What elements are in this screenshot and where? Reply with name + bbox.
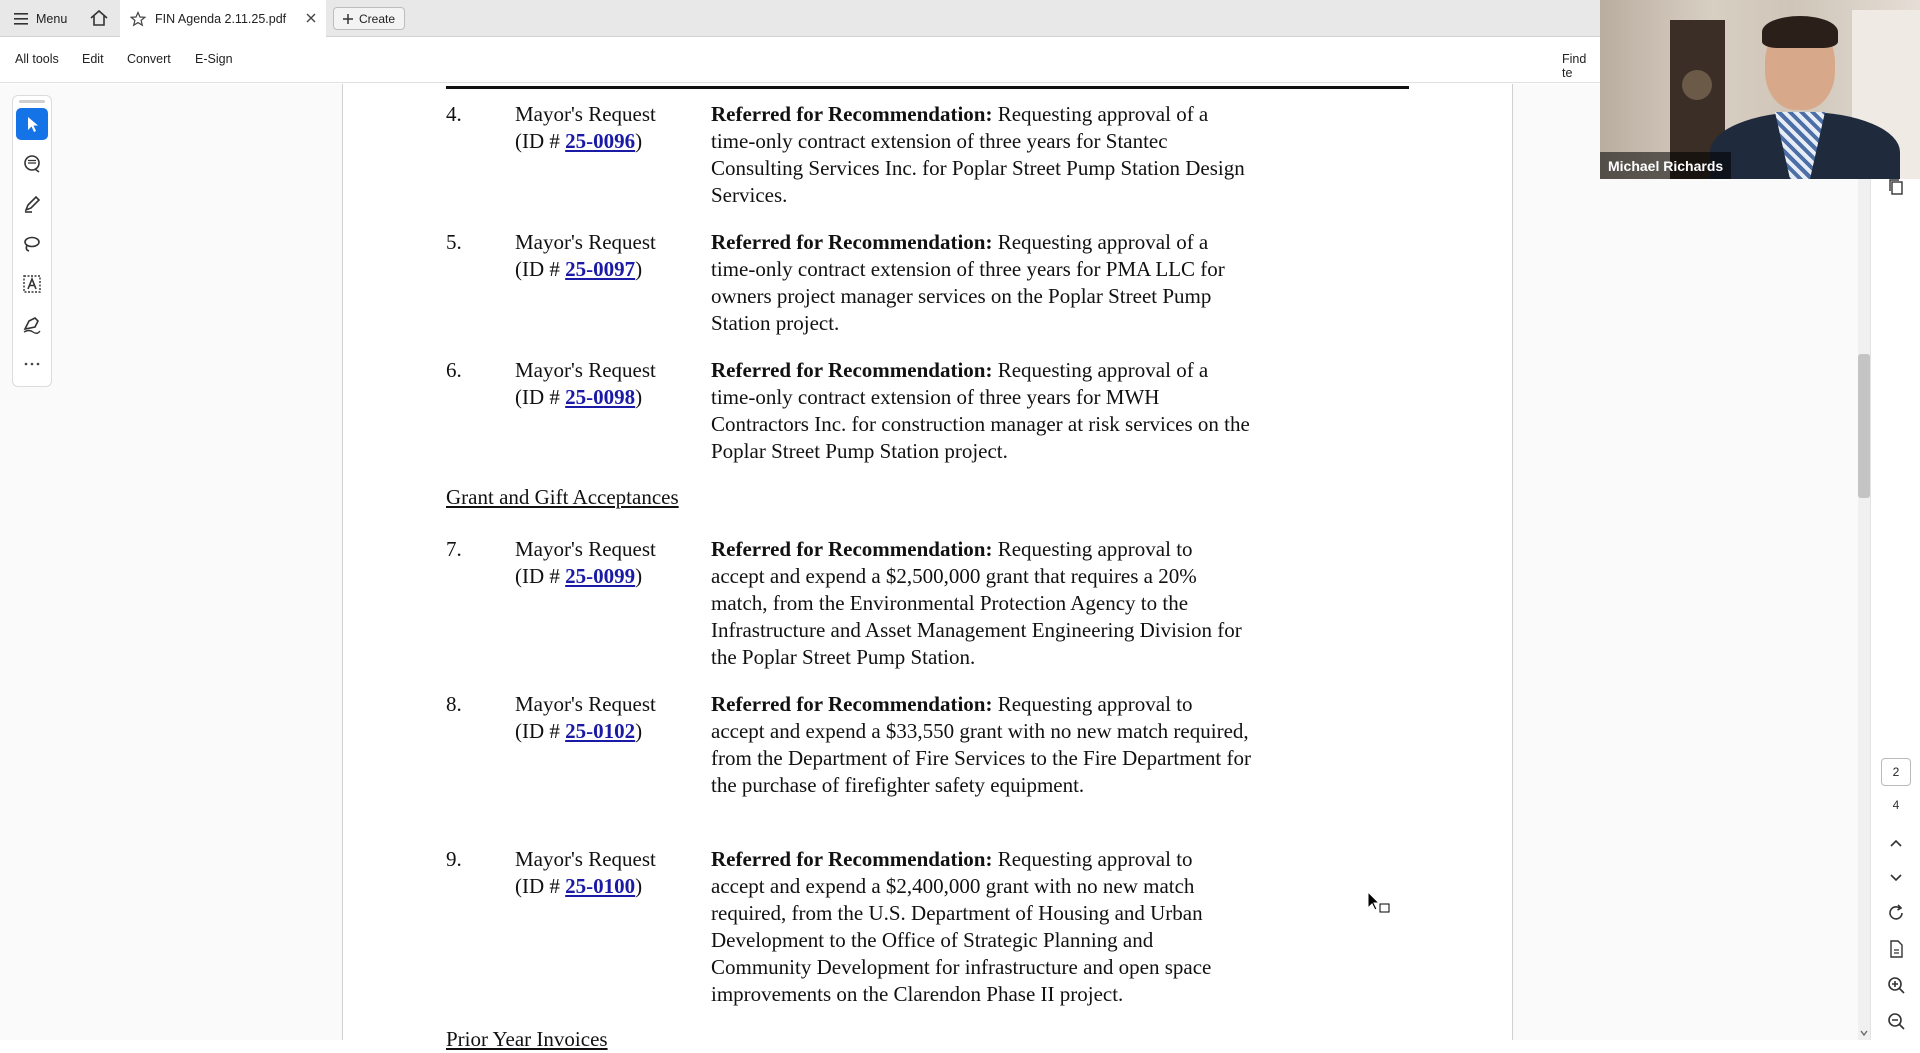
item-description [711, 101, 1251, 209]
item-text: Requesting approval to accept and expend a $2,400,000 grant with no new match required, from the U.S. Department of Housing and Urban Development to the Office of Strategic Planning and Community Development for infrastructure and open space improvements on the Clarendon Phase II project. [711, 847, 1212, 1006]
item-number: 8. [446, 692, 462, 716]
video-person-hair [1762, 16, 1838, 48]
item-id-link[interactable]: 25-0102 [565, 719, 636, 743]
id-prefix: (ID # [515, 564, 566, 588]
star-icon[interactable] [130, 11, 146, 27]
more-tools-button[interactable] [16, 348, 48, 380]
zoom-in-icon[interactable] [1885, 974, 1907, 996]
tools-rail [12, 95, 52, 387]
id-suffix: ) [635, 719, 643, 743]
item-text: Requesting approval of a time-only contract extension of three years for Stantec Consulting Services Inc. for Poplar Street Pump Station Design Services. [711, 102, 1245, 207]
id-suffix: ) [635, 564, 643, 588]
item-text: Requesting approval of a time-only contract extension of three years for PMA LLC for owners project manager services on the Poplar Street Pump Station project. [711, 230, 1225, 335]
id-suffix: ) [635, 257, 643, 281]
item-lead: Referred for Recommendation: [711, 230, 993, 254]
esign-button[interactable]: E-Sign [195, 52, 233, 66]
zoom-out-icon[interactable] [1885, 1010, 1907, 1032]
vertical-scrollbar[interactable] [1858, 84, 1870, 1040]
item-description [711, 536, 1251, 671]
comment-icon [21, 153, 43, 175]
item-text: Requesting approval to accept and expend a $33,550 grant with no new match required, from the Department of Fire Services to the Fire Department for the purchase of firefighter safety equipment. [711, 692, 1251, 797]
pen-icon [21, 193, 43, 215]
id-prefix: (ID # [515, 385, 566, 409]
item-lead: Referred for Recommendation: [711, 102, 993, 126]
id-suffix: ) [635, 129, 643, 153]
item-lead: Referred for Recommendation: [711, 847, 993, 871]
document-viewer[interactable] [0, 84, 1870, 1051]
item-id-link[interactable]: 25-0100 [565, 874, 636, 898]
draw-tool-button[interactable] [16, 228, 48, 260]
scroll-down-arrow-icon[interactable] [1859, 1028, 1869, 1038]
chevron-up-icon[interactable] [1885, 832, 1907, 854]
item-description [711, 691, 1251, 799]
right-rail [1870, 84, 1920, 1040]
request-label: Mayor's Request [515, 102, 656, 126]
edit-button[interactable]: Edit [82, 52, 104, 66]
item-id-link[interactable]: 25-0096 [565, 129, 636, 153]
home-button[interactable] [88, 7, 110, 29]
current-page-input[interactable]: 2 [1881, 758, 1911, 786]
tab-document[interactable] [120, 0, 326, 37]
create-button[interactable] [333, 7, 405, 30]
participant-name-label: Michael Richards [1600, 152, 1731, 179]
convert-button[interactable]: Convert [127, 52, 171, 66]
request-label: Mayor's Request [515, 692, 656, 716]
refresh-icon[interactable] [1885, 902, 1907, 924]
tab-bar [0, 0, 1600, 37]
close-icon[interactable] [304, 11, 318, 25]
select-tool-button[interactable] [16, 108, 48, 140]
id-suffix: ) [635, 385, 643, 409]
menu-label: Menu [36, 11, 68, 26]
item-number: 6. [446, 358, 462, 382]
text-box-icon [21, 273, 43, 295]
all-tools-button[interactable]: All tools [15, 52, 59, 66]
item-description [711, 357, 1251, 465]
main-toolbar [0, 37, 1600, 83]
plus-icon [343, 14, 353, 24]
total-pages: 4 [1892, 798, 1900, 812]
comment-tool-button[interactable] [16, 148, 48, 180]
item-request [515, 536, 705, 590]
find-text-button[interactable]: Find te [1562, 52, 1587, 80]
cursor-arrow-icon [21, 113, 43, 135]
scrollbar-thumb[interactable] [1858, 354, 1870, 498]
request-label: Mayor's Request [515, 537, 656, 561]
item-id-link[interactable]: 25-0098 [565, 385, 636, 409]
item-request [515, 357, 705, 411]
item-request [515, 846, 705, 900]
create-label: Create [358, 11, 396, 26]
horizontal-rule [446, 86, 1409, 89]
lasso-icon [21, 233, 43, 255]
sign-tool-button[interactable] [16, 308, 48, 340]
id-prefix: (ID # [515, 129, 566, 153]
tab-title: FIN Agenda 2.11.25.pdf [155, 11, 287, 26]
item-description [711, 846, 1251, 1008]
item-request [515, 229, 705, 283]
item-lead: Referred for Recommendation: [711, 692, 993, 716]
pages-icon[interactable] [1885, 176, 1907, 198]
id-prefix: (ID # [515, 874, 566, 898]
highlight-tool-button[interactable] [16, 188, 48, 220]
item-text: Requesting approval of a time-only contract extension of three years for MWH Contractors Inc. for construction manager at risk services on the Poplar Street Pump Station project. [711, 358, 1250, 463]
request-label: Mayor's Request [515, 847, 656, 871]
item-number: 9. [446, 847, 462, 871]
document-settings-icon[interactable] [1885, 938, 1907, 960]
item-description [711, 229, 1251, 337]
item-lead: Referred for Recommendation: [711, 537, 993, 561]
request-label: Mayor's Request [515, 230, 656, 254]
item-text: Requesting approval to accept and expend a $2,500,000 grant that requires a 20% match, from the Environmental Protection Agency to the Infrastructure and Asset Management Engineering Division for the Poplar Street Pump Station. [711, 537, 1242, 669]
item-request [515, 101, 705, 155]
chevron-down-icon[interactable] [1885, 866, 1907, 888]
menu-button[interactable] [14, 8, 67, 29]
id-prefix: (ID # [515, 257, 566, 281]
id-prefix: (ID # [515, 719, 566, 743]
more-dots-icon [21, 353, 43, 375]
id-suffix: ) [635, 874, 643, 898]
webcam-video-tile[interactable] [1600, 0, 1920, 179]
request-label: Mayor's Request [515, 358, 656, 382]
item-lead: Referred for Recommendation: [711, 358, 993, 382]
signature-pen-icon [21, 313, 43, 335]
hamburger-icon [14, 13, 28, 25]
next-section-heading: Prior Year Invoices [446, 1027, 608, 1051]
item-number: 5. [446, 230, 462, 254]
video-decor [1682, 70, 1712, 100]
item-id-link[interactable]: 25-0099 [565, 564, 636, 588]
text-tool-button[interactable] [16, 268, 48, 300]
section-heading: Grant and Gift Acceptances [446, 485, 679, 509]
home-icon [88, 7, 110, 29]
pdf-page [342, 84, 1513, 1051]
item-request [515, 691, 705, 745]
rail-grip[interactable] [19, 100, 45, 103]
item-id-link[interactable]: 25-0097 [565, 257, 636, 281]
item-number: 4. [446, 102, 462, 126]
item-number: 7. [446, 537, 462, 561]
mouse-cursor-icon [1366, 890, 1392, 916]
